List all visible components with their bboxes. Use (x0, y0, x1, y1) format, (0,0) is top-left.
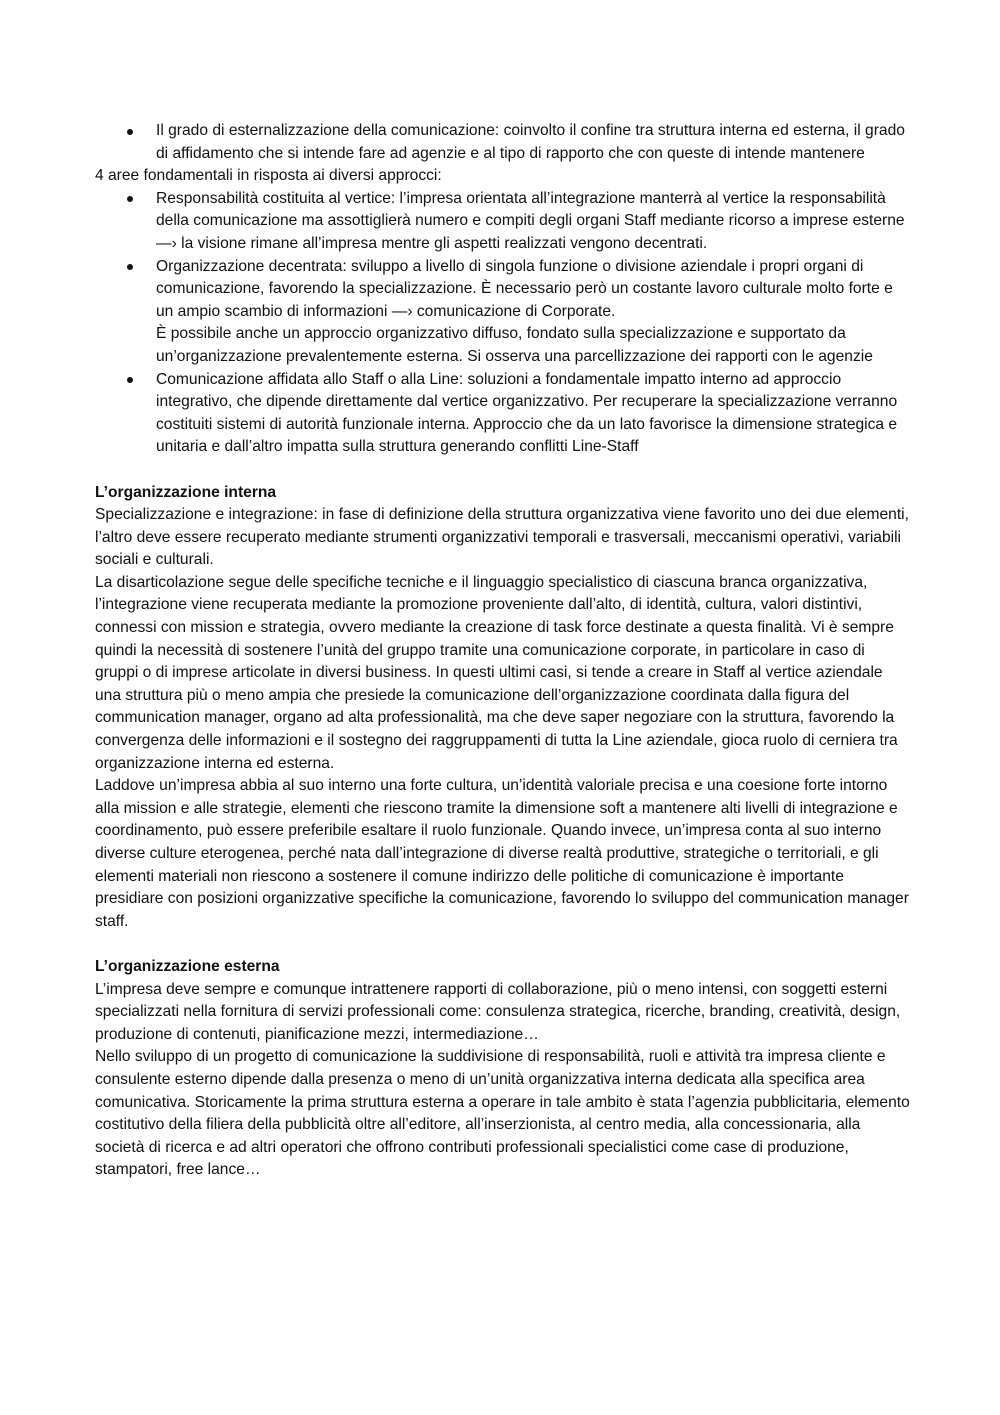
aree-bullet-list (95, 188, 910, 459)
list-item-text: Responsabilità costituita al vertice: l’impresa orientata all’integrazione manterrà al vertice la responsabilità della comunicazione ma assottiglierà numero e compiti degli organi Staff mediante ricorso a imprese esterne —› la visione rimane all’impresa mentre gli aspetti realizzati vengono decentrati. (156, 189, 905, 252)
list-item (95, 120, 910, 165)
paragraph: L’impresa deve sempre e comunque intrattenere rapporti di collaborazione, più o meno intensi, con soggetti esterni specializzati nella fornitura di servizi professionali come: consulenza strategica, ricerche, branding, creatività, design, produzione di contenuti, pianificazione mezzi, intermediazione… (95, 980, 901, 1043)
section-heading-esterna: L’organizzazione esterna (95, 957, 280, 975)
list-item (95, 188, 910, 256)
top-bullet-list (95, 120, 910, 165)
paragraph: Specializzazione e integrazione: in fase di definizione della struttura organizzativa viene favorito uno dei due elementi, l’altro deve essere recuperato mediante strumenti organizzativi temporali e trasversali, meccanismi operativi, variabili sociali e culturali. (95, 506, 909, 569)
section-heading-interna: L’organizzazione interna (95, 483, 277, 501)
bullet-icon (127, 129, 133, 135)
paragraph: Laddove un’impresa abbia al suo interno una forte cultura, un’identità valoriale precisa e una coesione forte intorno alla mission e alle strategie, elementi che riescono tramite la dimensione soft a mantenere alti livelli di integrazione e coordinamento, può essere preferibile esaltare il ruolo funzionale. Quando invece, un’impresa conta al suo interno diverse culture eterogenea, perché nata dall’integrazione di diverse realtà produttive, strategiche o territoriali, e gli elementi materiali non riescono a sostenere il comune indirizzo delle politiche di comunicazione è importante presidiare con posizioni organizzative specifiche la comunicazione, favorendo lo sviluppo del communication manager staff. (95, 777, 909, 930)
aree-intro: 4 aree fondamentali in risposta ai diversi approcci: (95, 167, 442, 185)
list-item-text: Il grado di esternalizzazione della comunicazione: coinvolto il confine tra struttura interna ed esterna, il grado di affidamento che si intende fare ad agenzie e al tipo di rapporto che con queste di intende mantenere (156, 122, 905, 162)
bullet-icon (127, 377, 133, 383)
list-item (95, 369, 910, 459)
document-body (95, 120, 910, 1182)
list-item-text: Comunicazione affidata allo Staff o alla Line: soluzioni a fondamentale impatto interno ad approccio integrativo, che dipende direttamente dal vertice organizzativo. Per recuperare la specializzazione verranno costituiti sistemi di autorità funzionale interna. Approccio che da un lato favorisce la dimensione strategica e unitaria e dall’altro impatta sulla struttura generando conflitti Line-Staff (156, 370, 898, 456)
paragraph: Nello sviluppo di un progetto di comunicazione la suddivisione di responsabilità, ruoli e attività tra impresa cliente e consulente esterno dipende dalla presenza o meno di un’unità organizzativa interna dedicata alla specifica area comunicativa. Storicamente la prima struttura esterna a operare in tale ambito è stata l’agenzia pubblicitaria, elemento costitutivo della filiera della pubblicità oltre all’editore, all’inserzionista, al centro media, alla concessionaria, alla società di ricerca e ad altri operatori che offrono contributi professionali specialistici come case di produzione, stampatori, free lance… (95, 1048, 910, 1179)
list-item-text: Organizzazione decentrata: sviluppo a livello di singola funzione o divisione aziendale i propri organi di comunicazione, favorendo la specializzazione. È necessario però un costante lavoro culturale molto forte e un ampio scambio di informazioni —› comunicazione di Corporate. (156, 257, 893, 320)
bullet-icon (127, 264, 133, 270)
bullet-icon (127, 196, 133, 202)
paragraph: La disarticolazione segue delle specifiche tecniche e il linguaggio specialistico di ciascuna branca organizzativa, l’integrazione viene recuperata mediante la promozione proveniente dall’alto, di identità, cultura, valori distintivi, connessi con mission e strategia, ovvero mediante la creazione di task force destinate a questa finalità. Vi è sempre quindi la necessità di sostenere l’unità del gruppo tramite una comunicazione corporate, in particolare in caso di gruppi o di imprese articolate in diversi business. In questi ultimi casi, si tende a creare in Staff al vertice aziendale una struttura più o meno ampia che presiede la comunicazione dell’organizzazione coordinata dalla figura del communication manager, organo ad alta professionalità, ma che deve saper negoziare con la struttura, favorendo la convergenza delle informazioni e il sostegno dei raggruppamenti di tutta la Line aziendale, gioca ruolo di cerniera tra organizzazione interna ed esterna. (95, 573, 898, 772)
list-item (95, 256, 910, 369)
list-item-extra-text: È possibile anche un approccio organizzativo diffuso, fondato sulla specializzazione e supportato da un’organizzazione prevalentemente esterna. Si osserva una parcellizzazione dei rapporti con le agenzie (156, 325, 873, 365)
